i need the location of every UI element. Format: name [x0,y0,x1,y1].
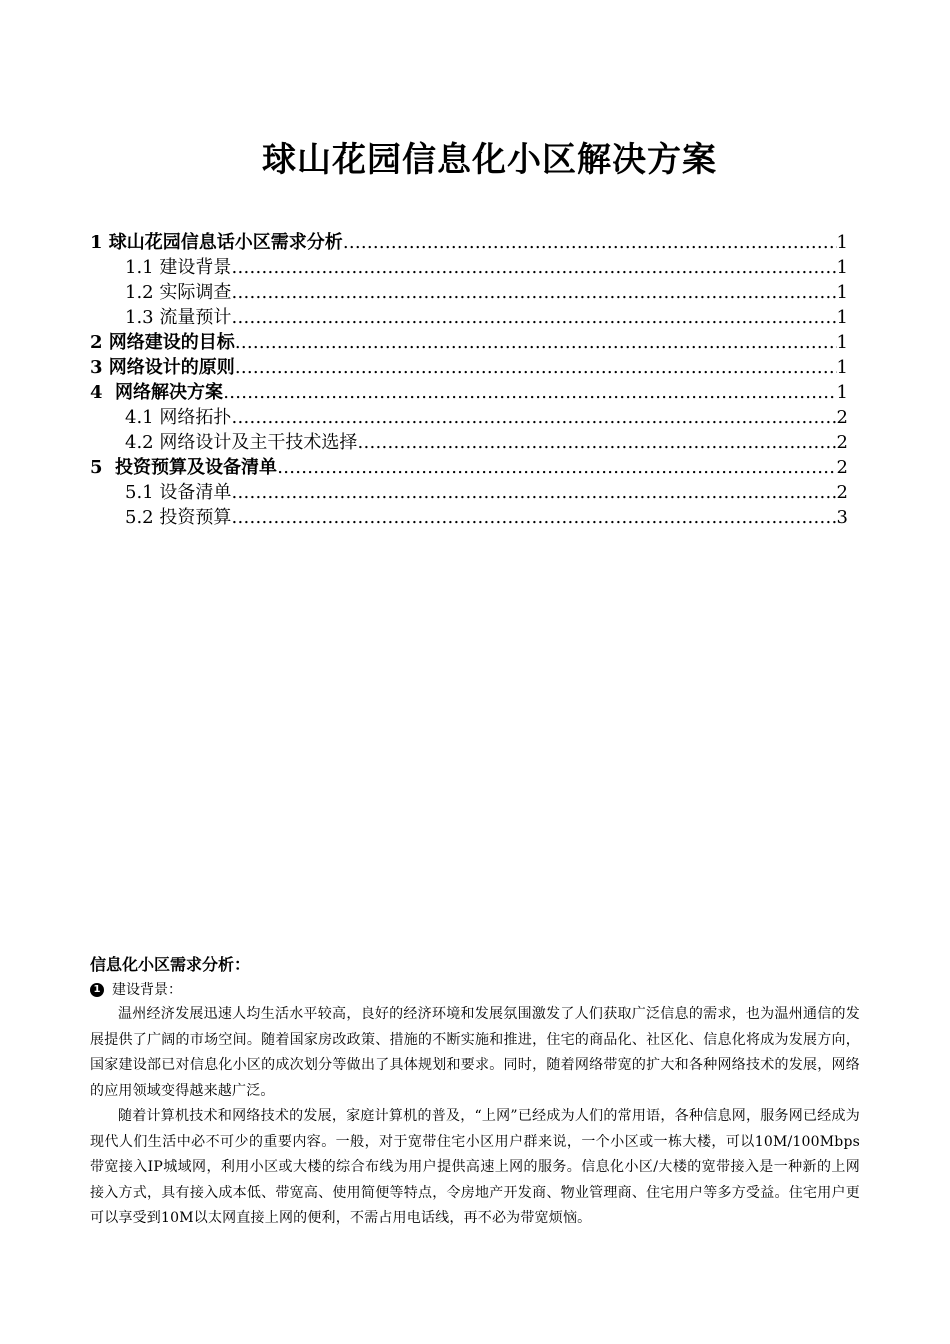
toc-entry-label: 5 投资预算及设备清单 [90,457,278,478]
toc-entry-label: 4.1 网络拓扑 [125,407,232,428]
toc-entry[interactable] [90,330,848,355]
toc-entry-label: 1.3 流量预计 [125,307,232,328]
toc-entry-page: 1 [836,282,848,303]
toc-entry-page: 2 [836,407,848,428]
table-of-contents [90,230,848,530]
toc-entry[interactable] [90,455,848,480]
toc-entry-page: 1 [836,257,848,278]
toc-entry[interactable] [90,255,848,280]
toc-leader-dots [231,480,836,505]
toc-leader-dots [231,255,836,280]
toc-entry-page: 2 [836,457,848,478]
toc-entry-page: 1 [836,232,848,253]
toc-entry[interactable] [90,380,848,405]
toc-entry-label: 4.2 网络设计及主干技术选择 [125,432,358,453]
toc-leader-dots [235,330,837,355]
toc-entry-label: 3 网络设计的原则 [90,357,235,378]
numbered-bullet-icon: 1 [90,983,104,997]
toc-entry-label: 4 网络解决方案 [90,382,224,403]
bullet-item [90,978,860,1002]
toc-leader-dots [231,505,836,530]
toc-entry[interactable] [90,280,848,305]
toc-entry-label: 2 网络建设的目标 [90,332,235,353]
toc-entry-label: 5.2 投资预算 [125,507,232,528]
toc-leader-dots [343,230,837,255]
toc-entry-page: 2 [836,432,848,453]
body-paragraph: 温州经济发展迅速人均生活水平较高，良好的经济环境和发展氛围激发了人们获取广泛信息的需求，也为温州通信的发展提供了广阔的市场空间。随着国家房改政策、措施的不断实施和推进，住宅的商品化、社区化、信息化将成为发展方向，国家建设部已对信息化小区的成次划分等做出了具体规划和要求。同时，随着网络带宽的扩大和各种网络技术的发展，网络的应用领域变得越来越广泛。 [90,1006,860,1099]
toc-entry[interactable] [90,405,848,430]
body-paragraph: 随着计算机技术和网络技术的发展，家庭计算机的普及，“上网”已经成为人们的常用语，各种信息网，服务网已经成为现代人们生活中必不可少的重要内容。一般，对于宽带住宅小区用户群来说，一个小区或一栋大楼，可以10M/100Mbps带宽接入IP城域网，利用小区或大楼的综合布线为用户提供高速上网的服务。信息化小区/大楼的宽带接入是一种新的上网接入方式，具有接入成本低、带宽高、使用简便等特点，令房地产开发商、物业管理商、住宅用户等多方受益。住宅用户更可以享受到10M以太网直接上网的便利，不需占用电话线，再不必为带宽烦恼。 [90,1108,860,1226]
toc-entry[interactable] [90,305,848,330]
toc-leader-dots [231,305,836,330]
toc-leader-dots [277,455,836,480]
toc-entry[interactable] [90,505,848,530]
toc-leader-dots [231,280,836,305]
toc-leader-dots [231,405,836,430]
requirements-section [90,952,860,1232]
toc-entry[interactable] [90,355,848,380]
toc-entry-label: 5.1 设备清单 [125,482,232,503]
toc-entry-page: 1 [836,332,848,353]
document-title: 球山花园信息化小区解决方案 [262,140,717,180]
toc-entry-label: 1.1 建设背景 [125,257,232,278]
toc-leader-dots [357,430,836,455]
toc-entry[interactable] [90,230,848,255]
toc-entry-page: 3 [836,507,848,528]
section-heading: 信息化小区需求分析： [90,955,251,974]
toc-entry-label: 1 球山花园信息话小区需求分析 [90,232,343,253]
toc-leader-dots [223,380,836,405]
toc-leader-dots [235,355,837,380]
toc-entry-label: 1.2 实际调查 [125,282,232,303]
toc-entry-page: 2 [836,482,848,503]
toc-entry-page: 1 [836,307,848,328]
toc-entry-page: 1 [836,357,848,378]
toc-entry[interactable] [90,430,848,455]
toc-entry-page: 1 [836,382,848,403]
bullet-label: 建设背景： [112,982,182,998]
toc-entry[interactable] [90,480,848,505]
